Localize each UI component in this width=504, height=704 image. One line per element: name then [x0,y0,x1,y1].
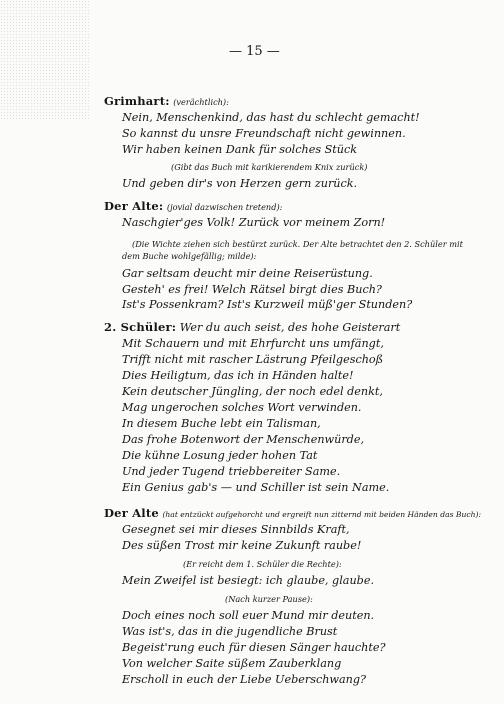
stage-direction: (Gibt das Buch mit karikierendem Knix zurück) [171,162,368,172]
verse-line: Und geben dir's von Herzen gern zurück. [122,177,358,190]
verse-line: Von welcher Saite süßem Zauberklang [122,657,342,670]
verse-line: Ist's Possenkram? Ist's Kurzweil müß'ger Stunden? [122,298,413,311]
verse-line: Gesegnet sei mir dieses Sinnbilds Kraft, [122,523,350,536]
verse-line: Wer du auch seist, des hohe Geisterart [179,321,401,334]
speaker-name: Der Alte: [104,199,164,213]
verse-line: Was ist's, das in die jugendliche Brust [122,625,338,638]
speech-heading [104,506,481,522]
stage-direction: (hat entzückt aufgehorcht und ergreift nun zitternd mit beiden Händen das Buch): [162,510,482,519]
verse-line: Und jeder Tugend triebbereiter Same. [122,465,341,478]
speech-heading [104,94,229,109]
verse-line: Gesteh' es frei! Welch Rätsel birgt dies Buch? [122,283,382,296]
stage-direction: (jovial dazwischen tretend): [166,202,283,212]
speech-heading [104,199,282,214]
verse-line: Begeist'rung euch für diesen Sänger hauchte? [122,641,386,654]
verse-line: So kannst du unsre Freundschaft nicht gewinnen. [122,127,406,140]
speaker-name: 2. Schüler: [104,320,177,334]
verse-line: Naschgier'ges Volk! Zurück vor meinem Zorn! [122,216,386,229]
stage-direction: (Nach kurzer Pause): [225,594,313,604]
speaker-name: Der Alte [104,506,159,520]
page-number: — 15 — [229,44,280,59]
verse-line: Nein, Menschenkind, das hast du schlecht gemacht! [122,111,420,124]
verse-line: Ein Genius gab's — und Schiller ist sein Name. [122,481,390,494]
verse-line: Erscholl in euch der Liebe Ueberschwang? [122,673,367,686]
speaker-name: Grimhart: [104,94,170,108]
verse-line: Mag ungerochen solches Wort verwinden. [122,401,362,414]
verse-line: Mit Schauern und mit Ehrfurcht uns umfängt, [122,337,384,350]
stage-direction: dem Buche wohlgefällig; milde): [122,251,257,261]
stage-direction: (Die Wichte ziehen sich bestürzt zurück. Der Alte betrachtet den 2. Schüler mit [132,239,463,249]
verse-line: Trifft nicht mit rascher Lästrung Pfeilgeschoß [122,353,384,366]
stage-direction: (verächtlich): [173,97,229,107]
stage-direction: (Er reicht dem 1. Schüler die Rechte): [183,559,342,569]
speech-heading [104,320,400,335]
verse-line: Gar seltsam deucht mir deine Reiserüstung. [122,267,373,280]
verse-line: In diesem Buche lebt ein Talisman, [122,417,321,430]
paper-stain [0,0,90,120]
verse-line: Mein Zweifel ist besiegt: ich glaube, glaube. [122,574,375,587]
verse-line: Wir haben keinen Dank für solches Stück [122,143,358,156]
verse-line: Doch eines noch soll euer Mund mir deuten. [122,609,375,622]
verse-line: Dies Heiligtum, das ich in Händen halte! [122,369,354,382]
verse-line: Das frohe Botenwort der Menschenwürde, [122,433,365,446]
verse-line: Die kühne Losung jeder hohen Tat [122,449,318,462]
verse-line: Des süßen Trost mir keine Zukunft raube! [122,539,362,552]
verse-line: Kein deutscher Jüngling, der noch edel denkt, [122,385,383,398]
